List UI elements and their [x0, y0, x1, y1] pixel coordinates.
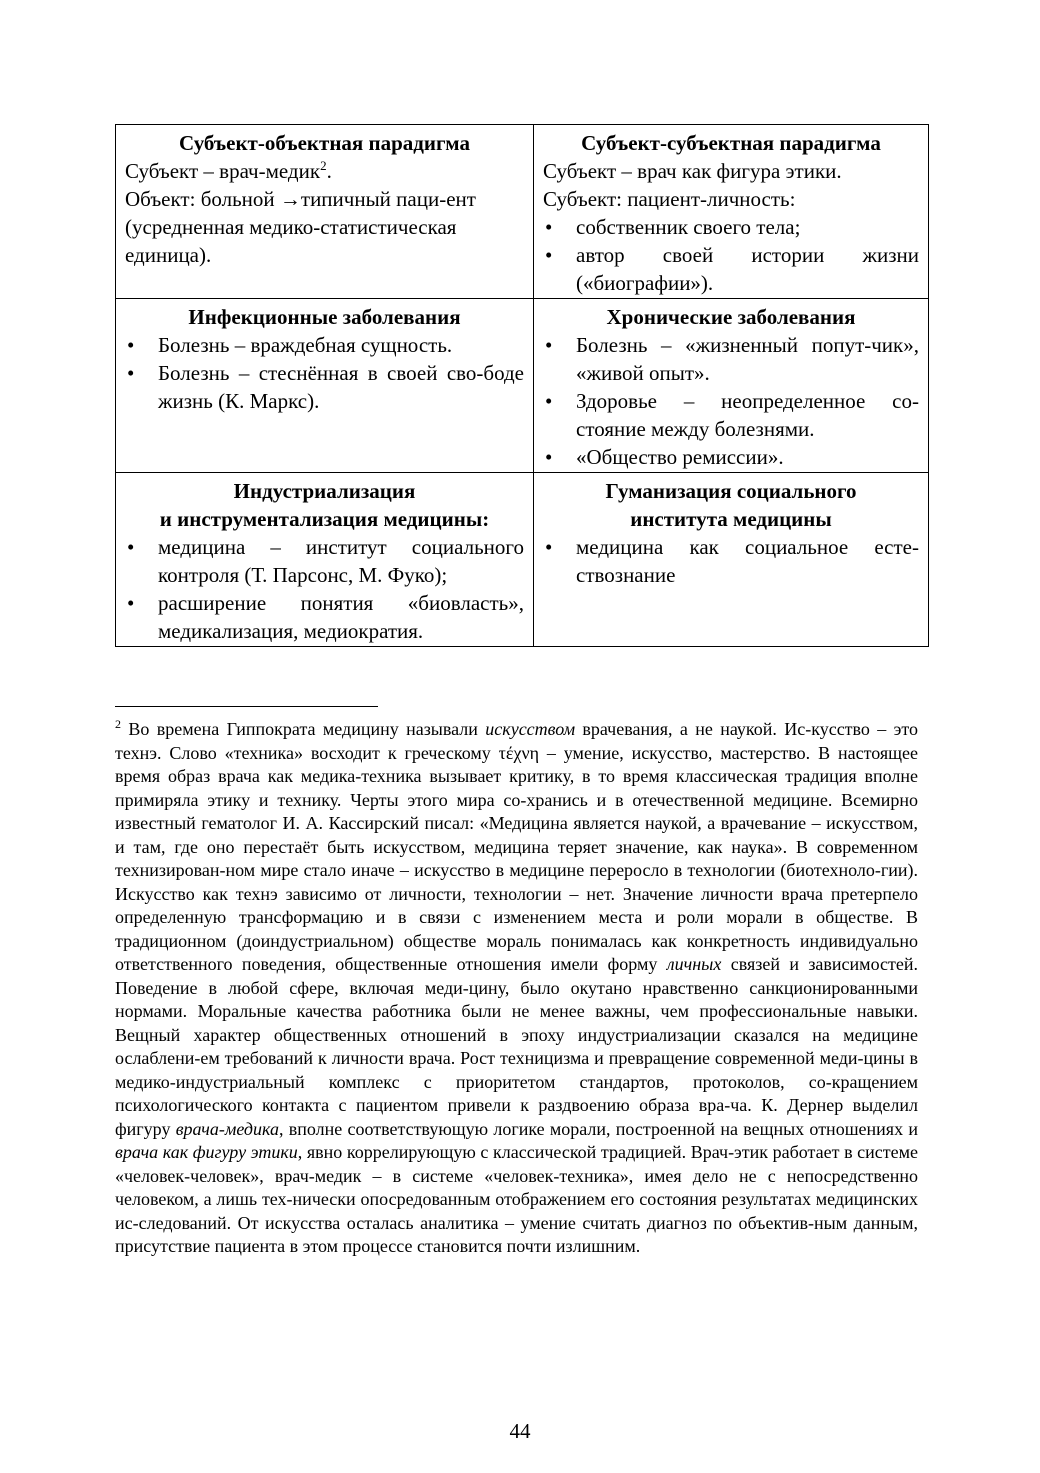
footnote-part: , вполне соответствующую логике морали, построенной на вещных отношениях и — [278, 1118, 918, 1139]
table-cell — [534, 125, 929, 299]
bullet-list — [125, 331, 524, 415]
footnote-separator — [115, 706, 378, 707]
page-number: 44 — [509, 1419, 531, 1443]
list-item: • «Общество ремиссии». — [543, 443, 919, 471]
footnote-text — [115, 718, 918, 1259]
table-cell — [534, 299, 929, 473]
table-cell — [116, 473, 534, 647]
bullet-list — [543, 331, 919, 471]
cell-title: института медицины — [630, 507, 832, 531]
list-item: • Болезнь – враждебная сущность. — [125, 331, 524, 359]
cell-text: Субъект: пациент-личность: — [543, 187, 796, 211]
table-cell — [534, 473, 929, 647]
cell-text — [125, 157, 524, 185]
footnote-part: врачевания, а не наукой. Ис-кусство – это технэ. Слово «техника» восходит к греческому τέχνη – умение, искусство, мастерство. В настоящее время образ врача как медика-техника вызывает критику, в то время классическая традиция вполне примиряла этику и технику. Черты этого мира со-хранись и в отечественной медицине. Всемирно известный гематолог И. А. Кассирский писал: «Медицина является наукой, а врачевание – искусством, и там, где оно перестаёт быть искусством, медицина теряет значение, как наука». В современном технизирован-ном мире стало иначе – искусство в медицине переросло в технологии (биотехноло-гии). Искусство как технэ зависимо от личности, технологии – нет. Значение личности врача претерпело определенную трансформацию и в связи с изменением места и роли морали в обществе. В традиционном (доиндустриальном) обществе мораль понималась как конкретность индивидуально ответственного поведения, общественные отношения имели форму — [115, 719, 918, 974]
table-row — [116, 125, 929, 299]
table-row — [116, 473, 929, 647]
cell-title: Инфекционные заболевания — [188, 305, 461, 329]
cell-title: и инструментализация медицины: — [159, 507, 490, 531]
list-item: • медицина – институт социального контроля (Т. Парсонс, М. Фуко); — [125, 533, 524, 589]
list-item: • автор своей истории жизни («биографии»). — [543, 241, 919, 297]
list-item: • собственник своего тела; — [543, 213, 919, 241]
bullet-list — [543, 533, 919, 589]
cell-text-part: . — [326, 159, 332, 183]
cell-title: Субъект-объектная парадигма — [179, 131, 470, 155]
cell-title: Индустриализация — [233, 479, 416, 503]
footnote-italic: личных — [666, 954, 722, 974]
list-item: • Болезнь – стеснённая в своей сво-боде жизнь (К. Маркс). — [125, 359, 524, 415]
cell-text: Субъект – врач как фигура этики. — [543, 159, 842, 183]
list-item: • Здоровье – неопределенное со-стояние между болезнями. — [543, 387, 919, 443]
paradigm-comparison-table — [115, 124, 929, 647]
cell-text: Объект: больной →типичный паци-ент (усредненная медико-статистическая единица). — [125, 187, 476, 267]
list-item: • медицина как социальное есте-ствознание — [543, 533, 919, 589]
table-cell — [116, 299, 534, 473]
footnote-part: Во времена Гиппократа медицину называли — [121, 719, 486, 739]
footnote-ref[interactable]: 2 — [320, 158, 327, 173]
cell-title: Хронические заболевания — [606, 305, 856, 329]
table-cell — [116, 125, 534, 299]
footnote-italic: искусством — [485, 719, 576, 739]
cell-text-part: Субъект – врач-медик — [125, 159, 321, 183]
bullet-list — [543, 213, 919, 297]
bullet-list — [125, 533, 524, 645]
footnote-part: связей и зависимостей. Поведение в любой сфере, включая меди-цину, было окутано нравственно санкционированными нормами. Моральные качества работника были не менее важны, чем профессиональные навыки. Вещный характер общественных отношений в эпоху индустриализации сказался на медицине ослаблени-ем требований к личности врача. Рост техницизма и превращение современной меди-цины в медико-индустриальный комплекс с приоритетом стандартов, протоколов, со-кращением психологического контакта с пациентом привели к раздвоению образа вра-ча. К. Дернер выделил фигуру — [115, 954, 918, 1139]
table-row — [116, 299, 929, 473]
cell-title: Гуманизация социального — [605, 479, 857, 503]
footnote-italic: врача как фигуру этики — [115, 1142, 298, 1162]
footnote-mark: 2 — [115, 717, 121, 731]
footnote-part: , явно коррелирующую с классической традицией. Врач-этик работает в системе «человек-человек», врач-медик – в системе «человек-техника», имея дело не с непосредственно человеком, а лишь тех-нически опосредованным отображением его состояния результатах медицинских ис-следований. От искусства осталась аналитика – умение считать диагноз по объектив-ным данным, присутствие пациента в этом процессе становится почти излишним. — [115, 1142, 919, 1256]
footnote-italic: врача-медика — [175, 1118, 279, 1139]
cell-title: Субъект-субъектная парадигма — [581, 131, 881, 155]
list-item: • расширение понятия «биовласть», медикализация, медиократия. — [125, 589, 524, 645]
list-item: • Болезнь – «жизненный попут-чик», «живой опыт». — [543, 331, 919, 387]
